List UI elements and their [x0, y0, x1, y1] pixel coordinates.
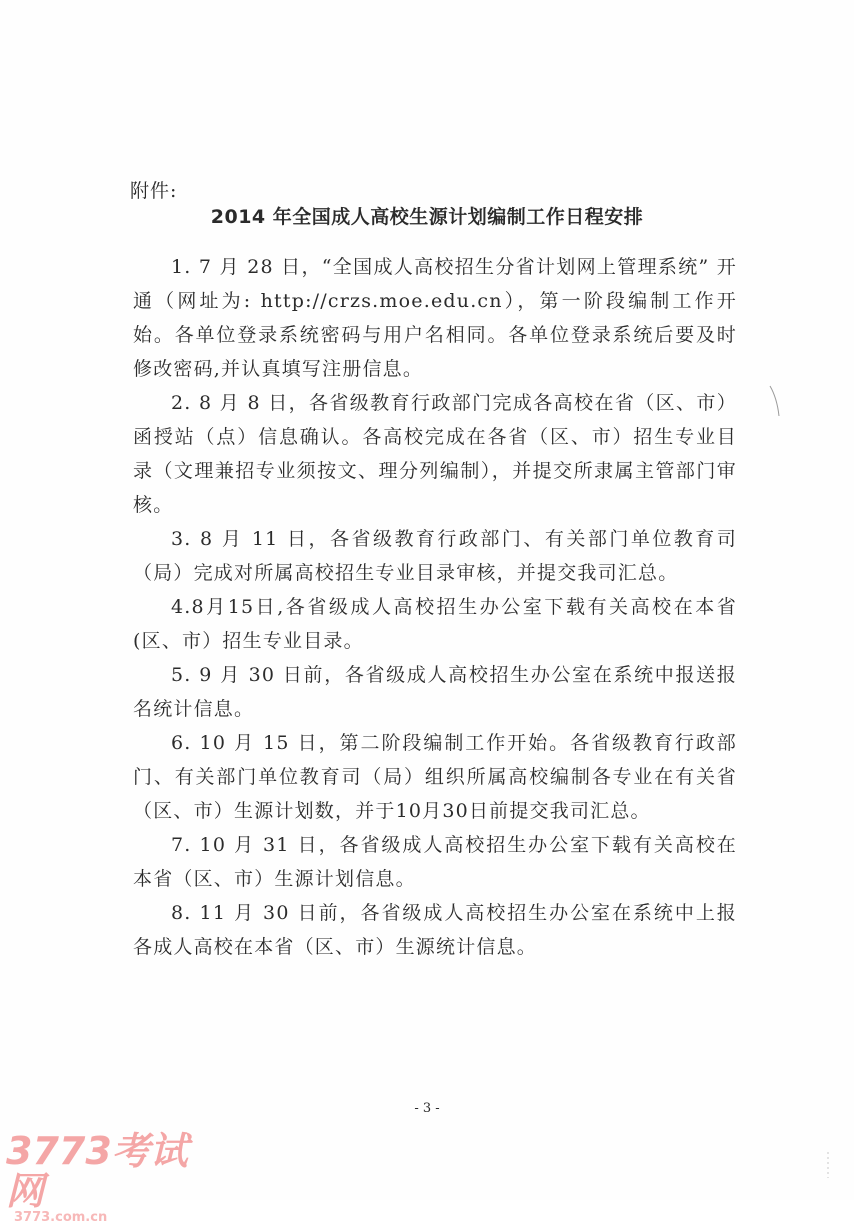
scan-artifact-mark: [768, 384, 782, 418]
schedule-item-8: 8. 11 月 30 日前，各省级成人高校招生办公室在系统中上报各成人高校在本省（区、市）生源统计信息。: [133, 902, 737, 958]
schedule-item-3: 3. 8 月 11 日，各省级教育行政部门、有关部门单位教育司（局）完成对所属高校招生专业目录审核，并提交我司汇总。: [133, 528, 737, 584]
watermark-main-text: 3773考试网: [6, 1129, 188, 1213]
schedule-item-5: 5. 9 月 30 日前，各省级成人高校招生办公室在系统中报送报名统计信息。: [133, 664, 737, 720]
schedule-item-2: 2. 8 月 8 日，各省级教育行政部门完成各高校在省（区、市）函授站（点）信息确认。各高校完成在各省（区、市）招生专业目录（文理兼招专业须按文、理分列编制），并提交所隶属主管部门审核。: [133, 392, 737, 516]
attachment-label: 附件:: [130, 180, 178, 202]
schedule-item-6: 6. 10 月 15 日，第二阶段编制工作开始。各省级教育行政部门、有关部门单位教育司（局）组织所属高校编制各专业在有关省（区、市）生源计划数，并于10月30日前提交我司汇总。: [133, 732, 737, 822]
document-title: 2014 年全国成人高校生源计划编制工作日程安排: [210, 206, 644, 228]
schedule-item-4: 4.8月15日,各省级成人高校招生办公室下载有关高校在本省(区、市）招生专业目录。: [133, 596, 737, 652]
schedule-item-1: 1. 7 月 28 日，“全国成人高校招生分省计划网上管理系统” 开通（网址为: http://crzs.moe.edu.cn），第一阶段编制工作开始。各单位登录系统密码与用户名相同。各单位登录系统后要及时修改密码,并认真填写注册信息。: [133, 256, 737, 380]
corner-artifact-mark: [818, 1150, 838, 1180]
schedule-item-7: 7. 10 月 31 日，各省级成人高校招生办公室下载有关高校在本省（区、市）生源计划信息。: [133, 834, 737, 890]
site-watermark-logo: [6, 1129, 206, 1225]
watermark-sub-text: 3773.com.cn: [14, 1210, 108, 1225]
document-body: [133, 250, 737, 964]
page-number: - 3 -: [414, 1101, 440, 1116]
